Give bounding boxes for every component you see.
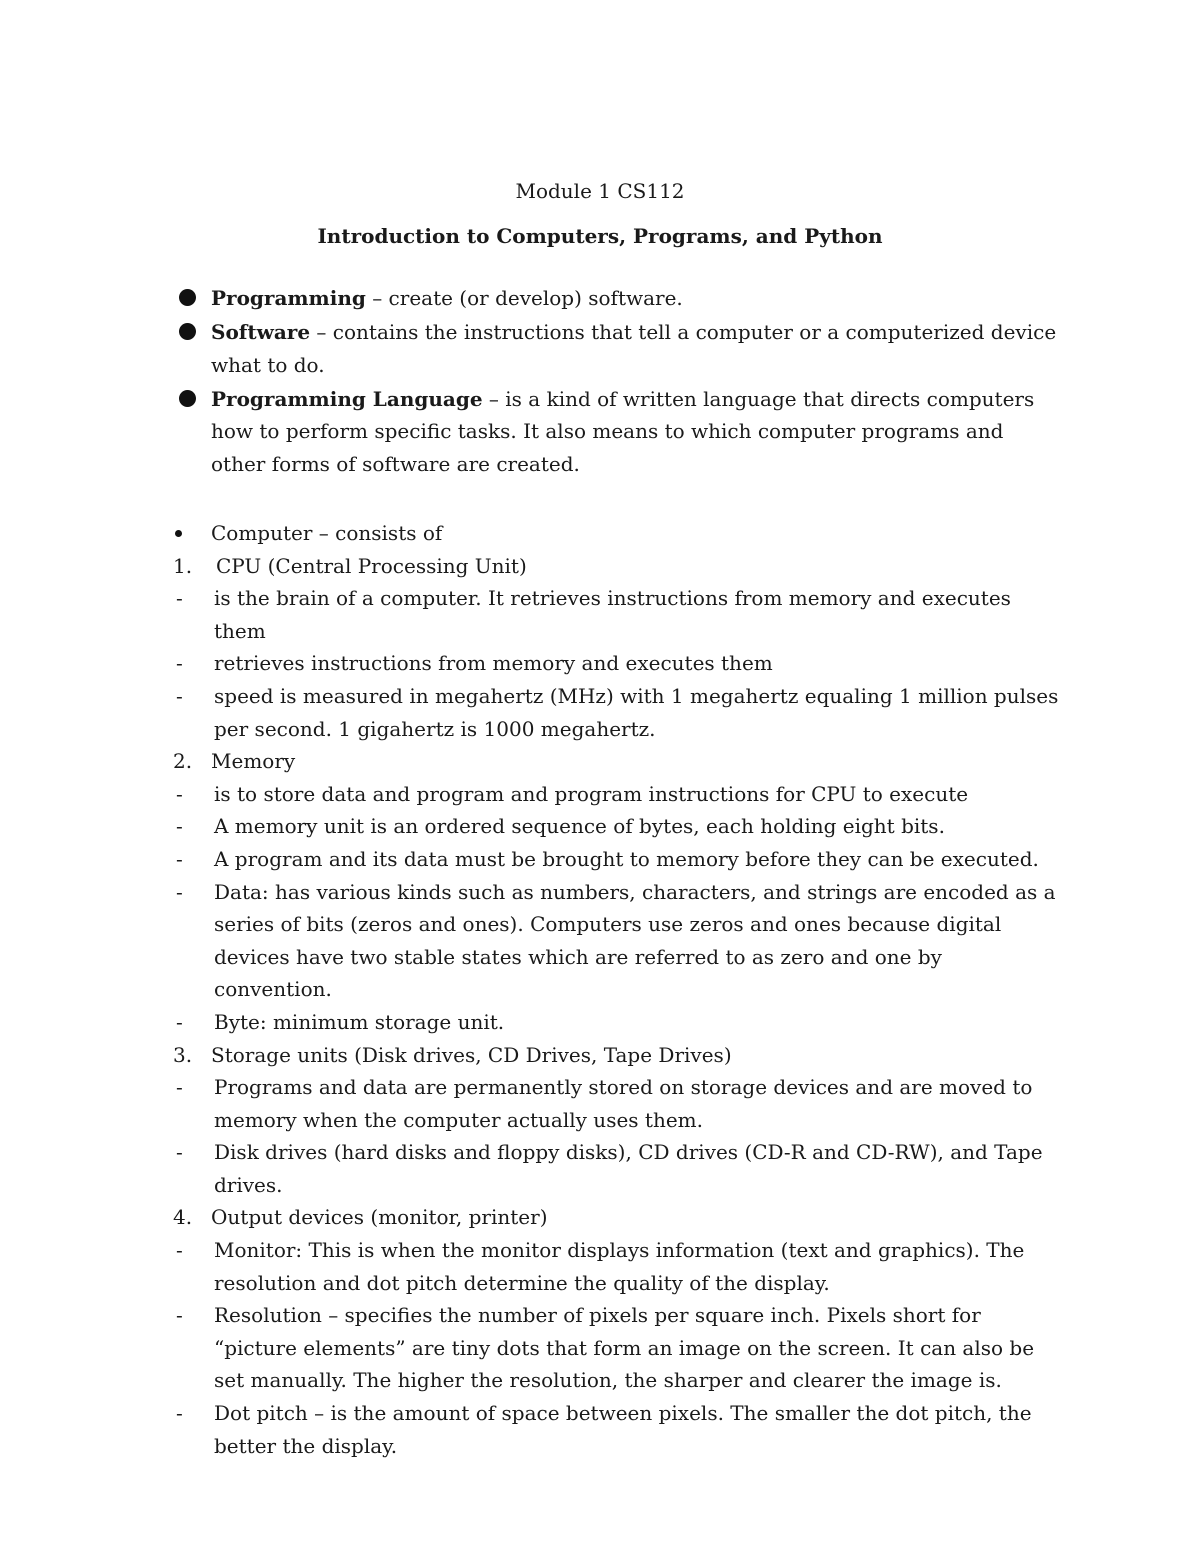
section-point: - Data: has various kinds such as numbers, characters, and strings are encoded as a series of bits (zeros and ones). Computers use zeros and ones because digital devices have two stable states which are referred to as zero and one by convention. <box>173 876 1063 1006</box>
definition-item <box>173 383 1063 481</box>
definition-term: Programming Language <box>211 386 483 411</box>
section-point: - Monitor: This is when the monitor displays information (text and graphics). The resolution and dot pitch determine the quality of the display. <box>173 1234 1063 1299</box>
definition-term: Programming <box>211 286 366 310</box>
dash-marker: - <box>176 1009 183 1034</box>
outline-intro: Computer – consists of <box>173 517 1063 550</box>
section-heading: 2. Memory <box>173 745 1063 778</box>
section-point: - A memory unit is an ordered sequence of bytes, each holding eight bits. <box>173 810 1063 843</box>
section-point: - is to store data and program and program instructions for CPU to execute <box>173 778 1063 811</box>
section-point: - A program and its data must be brought to memory before they can be executed. <box>173 843 1063 876</box>
definition-list <box>173 282 1063 482</box>
dash-marker: - <box>176 586 183 611</box>
course-line: Module 1 CS112 <box>515 179 685 203</box>
definition-text: – contains the instructions that tell a computer or a computerized device what to do. <box>211 320 1057 377</box>
dash-marker: - <box>176 1238 183 1263</box>
definition-term: Software <box>211 320 311 345</box>
section-point: - Byte: minimum storage unit. <box>173 1006 1063 1039</box>
dash-marker: - <box>176 781 183 806</box>
section-number: 1. <box>173 553 193 578</box>
section-point: - Programs and data are permanently stored on storage devices and are moved to memory when the computer actually uses them. <box>173 1071 1063 1136</box>
section-heading: 1. CPU (Central Processing Unit) <box>173 550 1063 583</box>
dash-marker: - <box>176 814 183 839</box>
section-point: - Disk drives (hard disks and floppy disks), CD drives (CD-R and CD-RW), and Tape drives. <box>173 1136 1063 1201</box>
dash-marker: - <box>176 1303 183 1328</box>
document-title: Introduction to Computers, Programs, and Python <box>317 224 883 248</box>
dash-marker: - <box>176 1401 183 1426</box>
bullet-icon <box>175 530 182 537</box>
definition-item <box>173 282 1063 315</box>
section-point: - retrieves instructions from memory and executes them <box>173 647 1063 680</box>
computer-components-outline <box>173 517 1063 1462</box>
section-heading: 3. Storage units (Disk drives, CD Drives, Tape Drives) <box>173 1039 1063 1072</box>
bullet-icon <box>179 323 196 340</box>
section-point: - is the brain of a computer. It retrieves instructions from memory and executes them <box>173 582 1063 647</box>
section-point: - Dot pitch – is the amount of space between pixels. The smaller the dot pitch, the better the display. <box>173 1397 1063 1462</box>
dash-marker: - <box>176 683 183 708</box>
dash-marker: - <box>176 846 183 871</box>
dash-marker: - <box>176 1075 183 1100</box>
section-number: 4. <box>173 1205 193 1230</box>
section-number: 3. <box>173 1042 193 1067</box>
dash-marker: - <box>176 1140 183 1165</box>
definition-item <box>173 316 1063 381</box>
definition-text: – is a kind of written language that directs computers how to perform specific tasks. It also means to which computer programs and other forms of software are created. <box>211 386 1035 476</box>
section-point: - speed is measured in megahertz (MHz) with 1 megahertz equaling 1 million pulses per second. 1 gigahertz is 1000 megahertz. <box>173 680 1063 745</box>
section-heading: 4. Output devices (monitor, printer) <box>173 1201 1063 1234</box>
section-point: - Resolution – specifies the number of pixels per square inch. Pixels short for “picture elements” are tiny dots that form an image on the screen. It can also be set manually. The higher the resolution, the sharper and clearer the image is. <box>173 1299 1063 1397</box>
bullet-icon <box>179 289 196 306</box>
section-number: 2. <box>173 749 193 774</box>
bullet-icon <box>179 390 196 407</box>
dash-marker: - <box>176 651 183 676</box>
definition-text: – create (or develop) software. <box>365 286 683 310</box>
dash-marker: - <box>176 879 183 904</box>
